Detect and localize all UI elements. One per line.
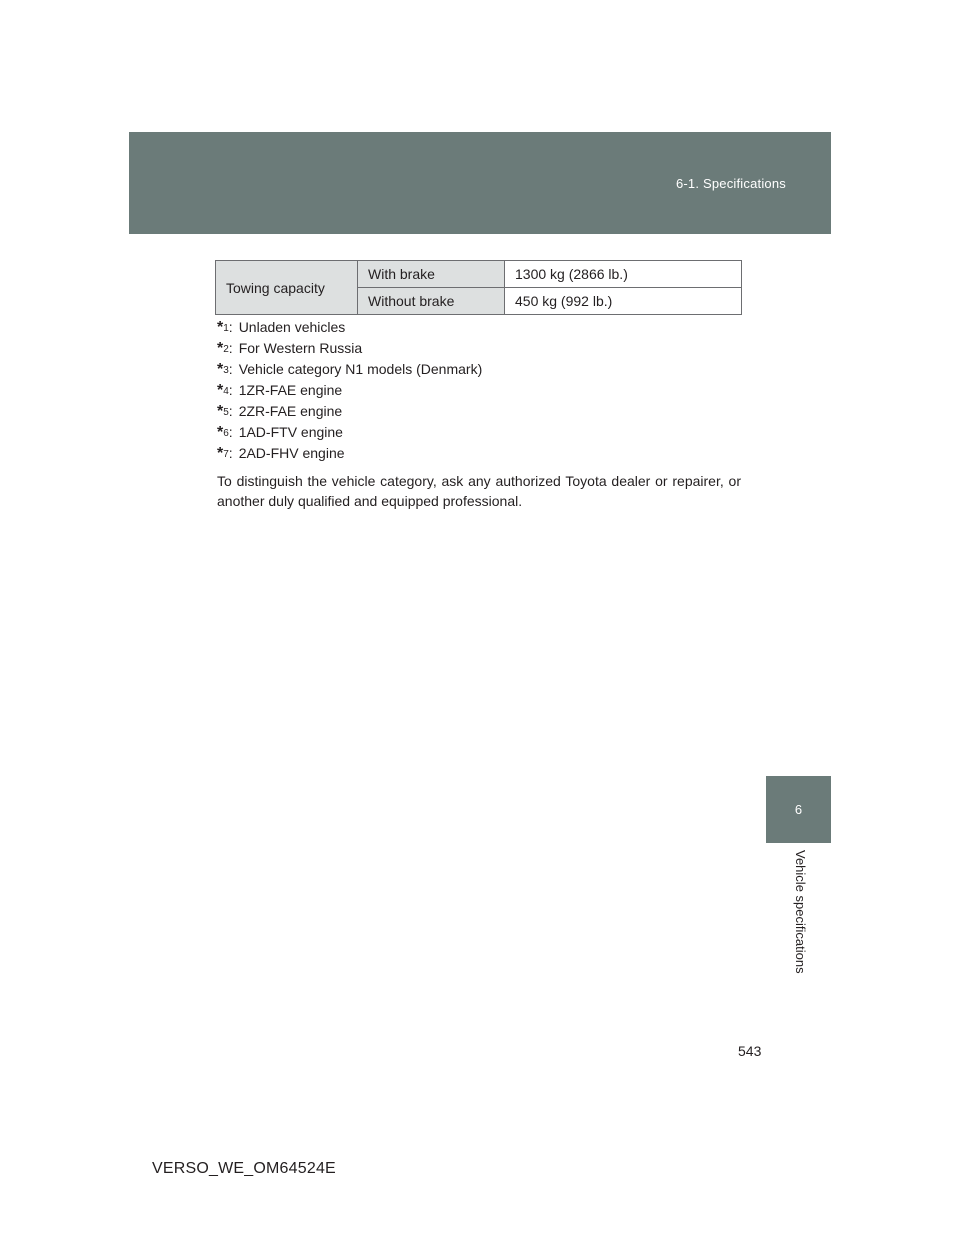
footnote-item: * $^6$ : 1AD-FTV engine [217, 424, 343, 441]
footnote-text: 2AD-FHV engine [238, 445, 345, 461]
row-header: Towing capacity [216, 261, 358, 315]
footnote-item: * $^3$ : Vehicle category N1 models (Denmark) [217, 361, 483, 378]
footnote-mark: * [217, 445, 224, 462]
footnote-text: For Western Russia [238, 340, 363, 356]
document-code: VERSO_WE_OM64524E [152, 1160, 336, 1177]
table-value: 1300 kg (2866 lb.) [505, 261, 742, 288]
footnote-mark: * [217, 361, 224, 378]
footnote-number: 4 [223, 386, 229, 397]
footnote-item: * $^1$ : Unladen vehicles [217, 319, 346, 336]
body-paragraph: To distinguish the vehicle category, ask any authorized Toyota dealer or repairer, or another duly qualified and equipped professional. [217, 473, 741, 509]
table-subheader: With brake [358, 261, 505, 288]
chapter-label: Vehicle specifications [793, 850, 808, 974]
footnote-mark: * [217, 424, 224, 441]
footnote-number: 3 [223, 365, 229, 376]
footnote-text: 1ZR-FAE engine [238, 382, 343, 398]
footnote-mark: * [217, 382, 224, 399]
header-band [129, 132, 831, 234]
table-row [216, 261, 742, 288]
towing-capacity-table [215, 260, 742, 315]
footnote-text: Vehicle category N1 models (Denmark) [238, 361, 483, 377]
table-subheader: Without brake [358, 288, 505, 315]
footnote-number: 5 [223, 407, 229, 418]
chapter-number: 6 [794, 802, 803, 817]
footnote-text: 2ZR-FAE engine [238, 403, 343, 419]
footnote-number: 2 [223, 344, 229, 355]
footnote-item: * $^5$ : 2ZR-FAE engine [217, 403, 343, 420]
footnotes [217, 318, 741, 525]
page-number: 543 [738, 1043, 762, 1059]
footnote-text: Unladen vehicles [238, 319, 346, 335]
footnote-number: 1 [223, 323, 229, 334]
footnote-number: 6 [223, 428, 229, 439]
section-title: 6-1. Specifications [675, 176, 786, 191]
footnote-number: 7 [223, 449, 229, 460]
footnote-item: * $^4$ : 1ZR-FAE engine [217, 382, 343, 399]
chapter-tab[interactable] [766, 776, 831, 843]
table-value: 450 kg (992 lb.) [505, 288, 742, 315]
footnote-mark: * [217, 319, 224, 336]
footnote-item: * $^2$ : For Western Russia [217, 340, 363, 357]
footnote-mark: * [217, 340, 224, 357]
footnote-item: * $^7$ : 2AD-FHV engine [217, 445, 345, 462]
footnote-text: 1AD-FTV engine [238, 424, 343, 440]
footnote-mark: * [217, 403, 224, 420]
